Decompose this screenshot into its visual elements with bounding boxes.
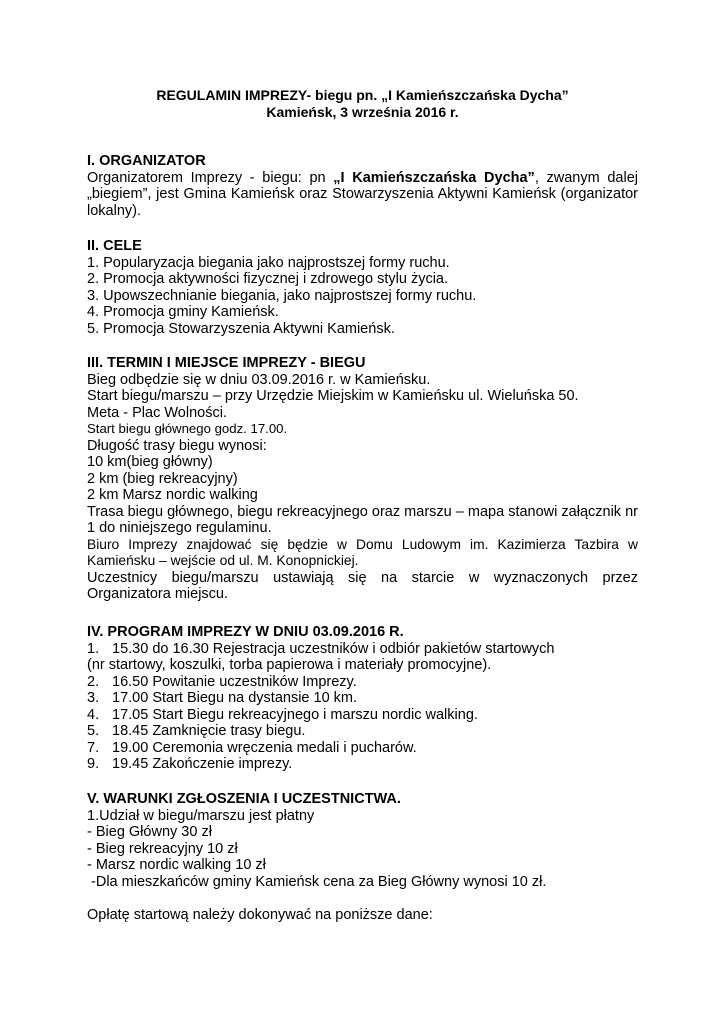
- text-line: - Marsz nordic walking 10 zł: [87, 857, 266, 873]
- section-warunki: [87, 791, 638, 890]
- text-line: -Dla mieszkańców gminy Kamieńsk cena za Bieg Główny wynosi 10 zł.: [87, 873, 547, 890]
- section-heading: V. WARUNKI ZGŁOSZENIA I UCZESTNICTWA.: [87, 791, 401, 807]
- section-heading: IV. PROGRAM IMPREZY W DNIU 03.09.2016 R.: [87, 624, 404, 640]
- event-name: „I Kamieńszczańska Dycha”: [333, 169, 535, 186]
- section-termin: [87, 355, 638, 603]
- text-line: Start biegu/marszu – przy Urzędzie Miejskim w Kamieńsku ul. Wieluńska 50.: [87, 388, 579, 404]
- list-item: 7. 19.00 Ceremonia wręczenia medali i pucharów.: [87, 739, 417, 756]
- text-line: Długość trasy biegu wynosi:: [87, 437, 267, 454]
- paragraph-text: Organizatorem Imprezy - biegu: pn: [87, 169, 334, 186]
- text-line: 2 km Marsz nordic walking: [87, 487, 258, 503]
- text-line: 10 km(bieg główny): [87, 454, 213, 470]
- paragraph: Biuro Imprezy znajdować się będzie w Domu Ludowym im. Kazimierza Tazbira w Kamieńsku – wejście od ul. M. Konopnickiej.: [87, 536, 638, 568]
- list-item: 3. 17.00 Start Biegu na dystansie 10 km.: [87, 690, 358, 706]
- section-heading: II. CELE: [87, 238, 142, 254]
- list-item: 1. Popularyzacja biegania jako najprostszej formy ruchu.: [87, 254, 450, 271]
- list-item: 3. Upowszechnianie biegania, jako najprostszej formy ruchu.: [87, 287, 477, 304]
- text-line: - Bieg rekreacyjny 10 zł: [87, 840, 238, 857]
- section-heading: I. ORGANIZATOR: [87, 153, 206, 169]
- list-item: 9. 19.45 Zakończenie imprezy.: [87, 756, 293, 772]
- paragraph: Uczestnicy biegu/marszu ustawiają się na starcie w wyznaczonych przez Organizatora miejscu.: [87, 569, 638, 602]
- paragraph: Trasa biegu głównego, biegu rekreacyjnego oraz marszu – mapa stanowi załącznik nr 1 do niniejszego regulaminu.: [87, 503, 638, 536]
- text-line: Bieg odbędzie się w dniu 03.09.2016 r. w Kamieńsku.: [87, 371, 431, 388]
- payment-note: Opłatę startową należy dokonywać na poniższe dane:: [87, 907, 433, 923]
- text-line: - Bieg Główny 30 zł: [87, 824, 212, 840]
- list-item: 4. Promocja gminy Kamieńsk.: [87, 304, 279, 320]
- text-line: 1.Udział w biegu/marszu jest płatny: [87, 807, 315, 824]
- list-item: 5. Promocja Stowarzyszenia Aktywni Kamieńsk.: [87, 320, 395, 337]
- list-item: 1. 15.30 do 16.30 Rejestracja uczestników i odbiór pakietów startowych: [87, 640, 555, 657]
- paragraph-text: , zwanym dalej „biegiem”, jest Gmina Kamieńsk oraz Stowarzyszenia Aktywni Kamieńsk (organizator lokalny).: [87, 169, 638, 219]
- document-title: REGULAMIN IMPREZY- biegu pn. „I Kamieńszczańska Dycha”: [156, 87, 569, 103]
- text-line: Start biegu głównego godz. 17.00.: [87, 421, 288, 436]
- list-item: 5. 18.45 Zamknięcie trasy biegu.: [87, 723, 306, 739]
- paragraph: [87, 170, 638, 220]
- text-line: 2 km (bieg rekreacyjny): [87, 470, 238, 487]
- section-program: [87, 624, 638, 773]
- section-cele: [87, 238, 638, 337]
- list-item: 4. 17.05 Start Biegu rekreacyjnego i marszu nordic walking.: [87, 706, 478, 723]
- document-subtitle: Kamieńsk, 3 września 2016 r.: [266, 104, 459, 120]
- list-item: 2. Promocja aktywności fizycznej i zdrowego stylu życia.: [87, 271, 449, 287]
- section-heading: III. TERMIN I MIEJSCE IMPREZY - BIEGU: [87, 355, 366, 371]
- section-organizator: [87, 153, 638, 219]
- list-item: 2. 16.50 Powitanie uczestników Imprezy.: [87, 673, 357, 690]
- list-item: (nr startowy, koszulki, torba papierowa i materiały promocyjne).: [87, 657, 492, 673]
- text-line: Meta - Plac Wolności.: [87, 404, 227, 421]
